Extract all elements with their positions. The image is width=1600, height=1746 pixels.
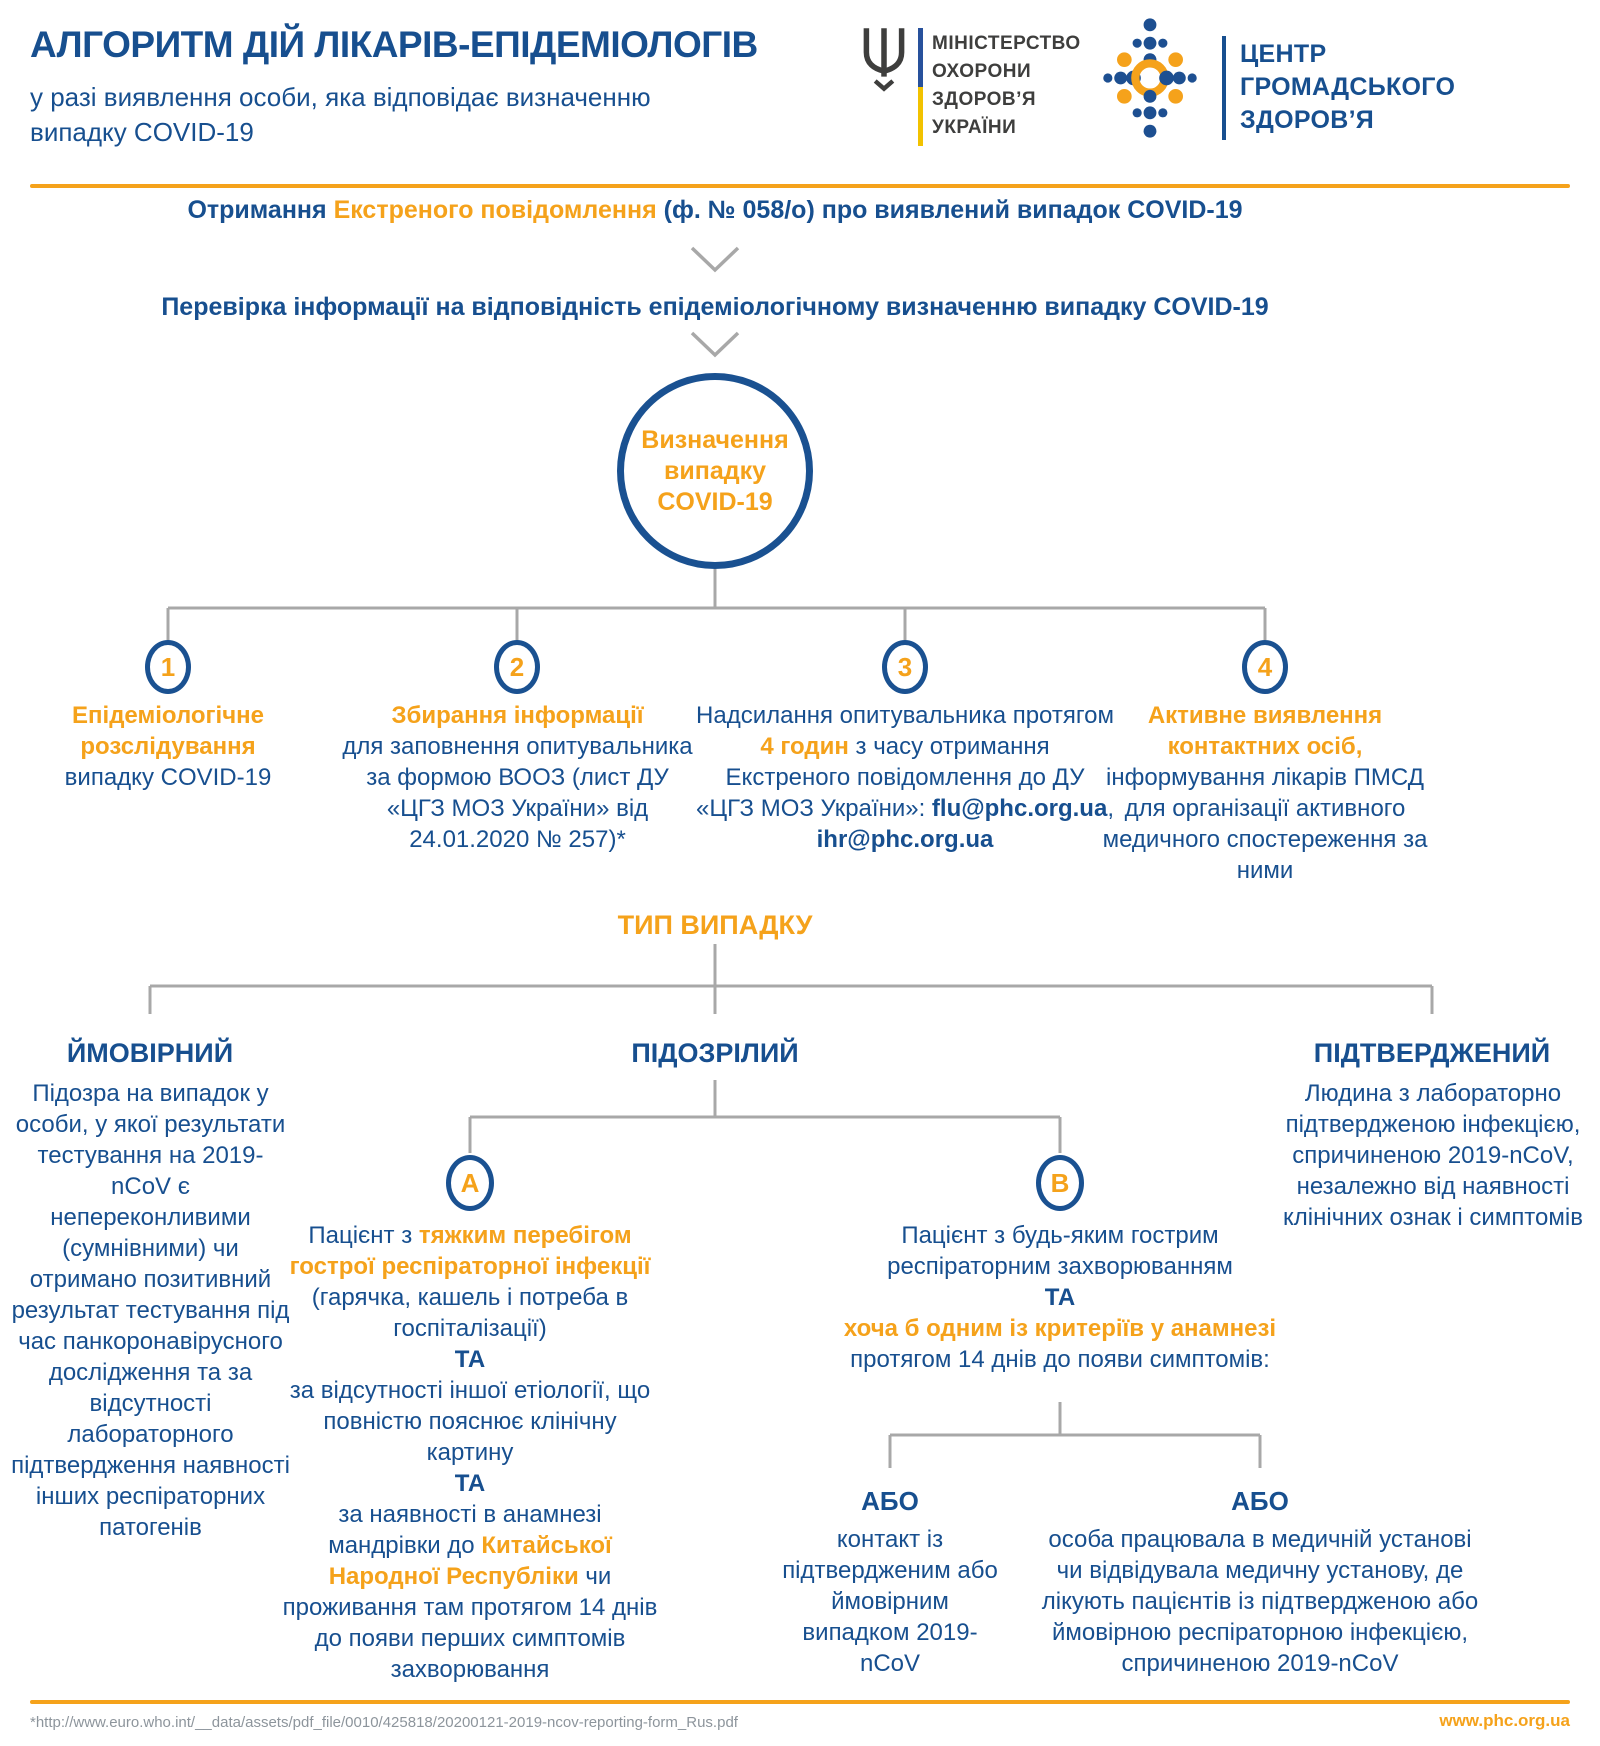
criterion-b-text: Пацієнт з будь-яким гострим респіраторним захворюванням	[887, 1222, 1233, 1280]
footer-source-link[interactable]: *http://www.euro.who.int/__data/assets/pdf_file/0010/425818/20200121-2019-ncov-reporting-form_Rus.pdf	[30, 1714, 738, 1731]
step-number: 1	[160, 651, 176, 682]
step-1-block	[18, 700, 318, 793]
phc-logo-divider	[1222, 36, 1226, 140]
moz-logo-line: УКРАЇНИ	[932, 117, 1017, 138]
chevron-down-icon	[692, 248, 738, 270]
step-circle-3	[882, 640, 928, 694]
header-divider	[30, 184, 1570, 188]
step-4-body: інформування лікарів ПМСД для організації активного медичного спостереження за ними	[1102, 764, 1428, 884]
criterion-a-text: (гарячка, кашель і потреба в госпіталізації)	[311, 1284, 629, 1342]
criterion-a-circle	[446, 1155, 494, 1211]
and-connector: ТА	[1044, 1284, 1076, 1311]
step-4-block	[1095, 700, 1435, 886]
and-connector: ТА	[454, 1346, 486, 1373]
or-option-2-label: АБО	[1231, 1486, 1289, 1516]
email-flu-link[interactable]: flu@phc.org.ua	[931, 795, 1108, 822]
moz-logo	[858, 26, 910, 97]
case-type-label: ТИП ВИПАДКУ	[617, 910, 813, 940]
criterion-a-highlight: тяжким перебігом гострої респіраторної інфекції	[289, 1222, 651, 1280]
step-circle-1	[145, 640, 191, 694]
phc-logo-text	[1240, 38, 1455, 137]
moz-logo-line: ОХОРОНИ	[932, 61, 1032, 82]
criterion-a-text: чи проживання там протягом 14 днів до появи перших симптомів захворювання	[282, 1563, 658, 1683]
page-subtitle-line1: у разі виявлення особи, яка відповідає визначенню	[30, 82, 651, 112]
step-2-title: Збирання інформації	[391, 702, 644, 729]
criterion-a-body	[280, 1220, 660, 1685]
step-2-body: для заповнення опитувальника за формою ВООЗ (лист ДУ «ЦГЗ МОЗ України» від 24.01.2020 № 257)*	[342, 733, 693, 853]
criterion-letter: B	[1050, 1167, 1070, 1198]
criterion-a-text: за наявності в анамнезі мандрівки до	[328, 1501, 602, 1559]
phc-dots-icon	[1095, 12, 1205, 144]
step-circle-2	[494, 640, 540, 694]
step-circle-4	[1242, 640, 1288, 694]
receive-text: (ф. № 058/о) про виявлений випадок COVID-19	[656, 196, 1243, 224]
criterion-b-body	[830, 1220, 1290, 1375]
or-option-1-body: контакт із підтвердженим або ймовірним випадком 2019-nCoV	[782, 1526, 998, 1677]
case-confirmed-header: ПІДТВЕРДЖЕНИЙ	[1313, 1038, 1551, 1068]
moz-logo-line: МІНІСТЕРСТВО	[932, 33, 1081, 54]
moz-logo-divider	[918, 28, 923, 146]
step-3-highlight: 4 годин	[760, 733, 849, 760]
case-suspected-header: ПІДОЗРІЛИЙ	[631, 1038, 799, 1068]
step-3-block	[695, 700, 1115, 855]
step-3-text: ,	[1107, 795, 1114, 822]
moz-logo-text	[932, 30, 1081, 142]
criterion-b-circle	[1036, 1155, 1084, 1211]
case-confirmed-body: Людина з лабораторно підтвердженою інфекцією, спричиненою 2019-nCoV, незалежно від наявності клінічних ознак і симптомів	[1283, 1080, 1583, 1231]
step-3-text: Надсилання опитувальника протягом	[696, 702, 1114, 729]
step-number: 3	[897, 651, 913, 682]
case-probable-body: Підозра на випадок у особи, у якої результати тестування на 2019-nCoV є непереконливими (сумнівними) чи отримано позитивний результат тестування під час панкоронавірусного дослідження та за відсутності лабораторного підтвердження наявності інших респіраторних патогенів	[11, 1080, 290, 1541]
flow-step-verify: Перевірка інформації на відповідність епідеміологічному визначенню випадку COVID-19	[161, 293, 1269, 321]
step-number: 2	[509, 651, 525, 682]
page-subtitle-line2: випадку COVID-19	[30, 117, 254, 147]
trident-icon	[858, 26, 910, 92]
chevron-down-icon	[692, 333, 738, 355]
criterion-b-highlight: хоча б одним із критеріїв у анамнезі	[843, 1315, 1277, 1342]
page-title: АЛГОРИТМ ДІЙ ЛІКАРІВ-ЕПІДЕМІОЛОГІВ	[30, 24, 758, 65]
step-3-text: з часу отримання Екстреного повідомлення до ДУ «ЦГЗ МОЗ України»:	[695, 733, 1085, 822]
criterion-a-text: за відсутності іншої етіології, що повністю пояснює клінічну картину	[289, 1377, 651, 1466]
step-1-title: Епідеміологічне розслідування	[72, 702, 264, 760]
step-4-title: Активне виявлення контактних осіб,	[1147, 702, 1383, 760]
case-definition-circle	[617, 373, 813, 569]
flow-step-receive	[0, 196, 1430, 225]
step-1-body: випадку COVID-19	[64, 764, 272, 791]
criterion-a-text: Пацієнт з	[308, 1222, 419, 1249]
or-option-1-label: АБО	[861, 1486, 919, 1516]
email-ihr-link[interactable]: ihr@phc.org.ua	[816, 826, 994, 853]
case-probable-header: ЙМОВІРНИЙ	[66, 1038, 234, 1068]
footer-site-link[interactable]: www.phc.org.ua	[1439, 1711, 1570, 1730]
criterion-a-highlight: Китайської Народної Республіки	[328, 1532, 612, 1590]
receive-highlight: Екстреного повідомлення	[333, 196, 657, 224]
and-connector: ТА	[454, 1470, 486, 1497]
moz-logo-line: ЗДОРОВ’Я	[932, 89, 1037, 110]
case-definition-label: Визначення випадку COVID-19	[641, 425, 789, 516]
receive-text: Отримання	[187, 196, 334, 224]
step-number: 4	[1257, 651, 1273, 682]
phc-logo	[1095, 12, 1205, 149]
step-2-block	[335, 700, 700, 855]
phc-logo-line: ЦЕНТР	[1240, 40, 1327, 68]
criterion-b-text: протягом 14 днів до появи симптомів:	[850, 1346, 1270, 1373]
footer-divider	[30, 1700, 1570, 1704]
phc-logo-line: ЗДОРОВ’Я	[1240, 106, 1375, 134]
or-option-2-body: особа працювала в медичній установі чи відвідувала медичну установу, де лікують пацієнтів із підтвердженою або ймовірною респіраторною інфекцією, спричиненою 2019-nCoV	[1041, 1526, 1479, 1677]
criterion-letter: A	[460, 1167, 480, 1198]
phc-logo-line: ГРОМАДСЬКОГО	[1240, 73, 1456, 101]
